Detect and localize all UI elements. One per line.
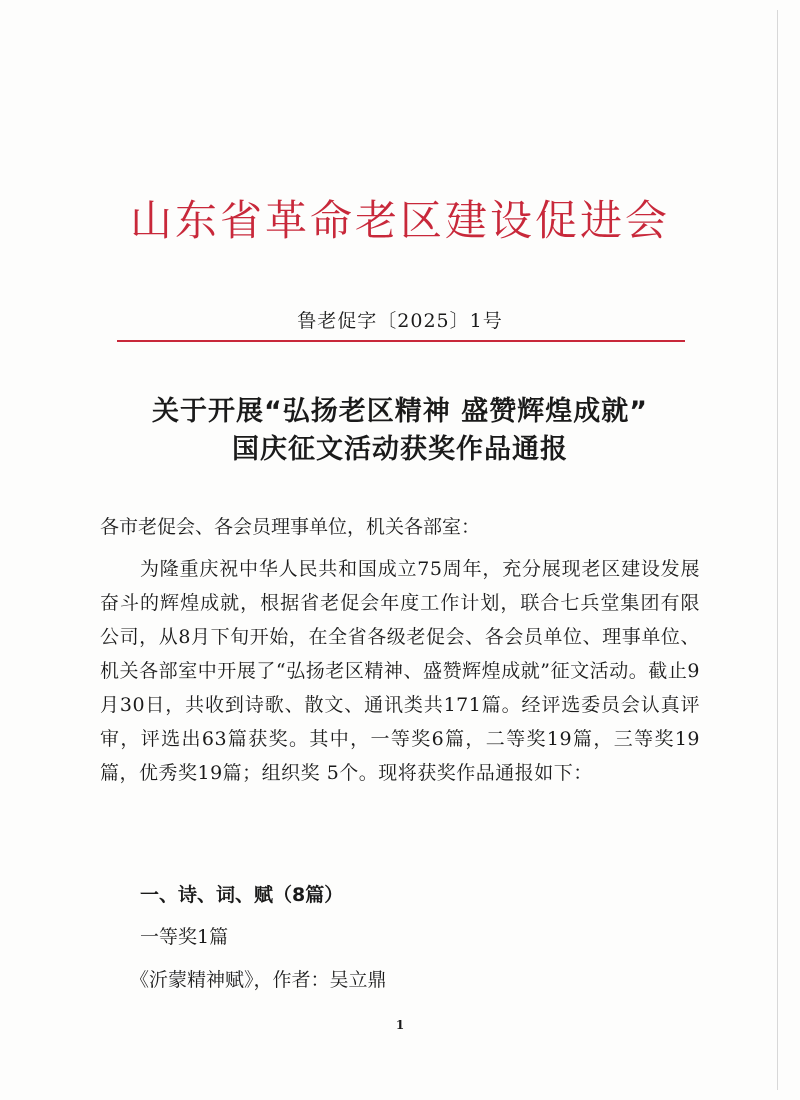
salutation: 各市老促会、各会员理事单位，机关各部室： <box>100 516 481 538</box>
page-number: 1 <box>395 1018 405 1032</box>
document-title-line-1: 关于开展“弘扬老区精神 盛赞辉煌成就” <box>152 396 648 427</box>
document-title-line-2: 国庆征文活动获奖作品通报 <box>232 434 568 465</box>
body-paragraph: 为隆重庆祝中华人民共和国成立75周年，充分展现老区建设发展奋斗的辉煌成就，根据省老促会年度工作计划，联合七兵堂集团有限公司，从8月下旬开始，在全省各级老促会、各会员单位、理事单位、机关各部室中开展了“弘扬老区精神、盛赞辉煌成就”征文活动。截止9月30日，共收到诗歌、散文、通讯类共171篇。经评选委员会认真评审，评选出63篇获奖。其中，一等奖6篇，二等奖19篇，三等奖19篇，优秀奖19篇；组织奖 5个。现将获奖作品通报如下： <box>100 558 700 784</box>
red-divider-line <box>117 340 685 342</box>
document-number: 鲁老促字〔2025〕1号 <box>297 310 503 332</box>
section-heading: 一、诗、词、赋（8篇） <box>140 884 344 906</box>
award-entry: 《沂蒙精神赋》，作者：吴立鼎 <box>130 969 387 991</box>
award-level: 一等奖1篇 <box>140 926 229 948</box>
organization-name: 山东省革命老区建设促进会 <box>129 196 670 245</box>
page-edge-line <box>777 10 778 1090</box>
